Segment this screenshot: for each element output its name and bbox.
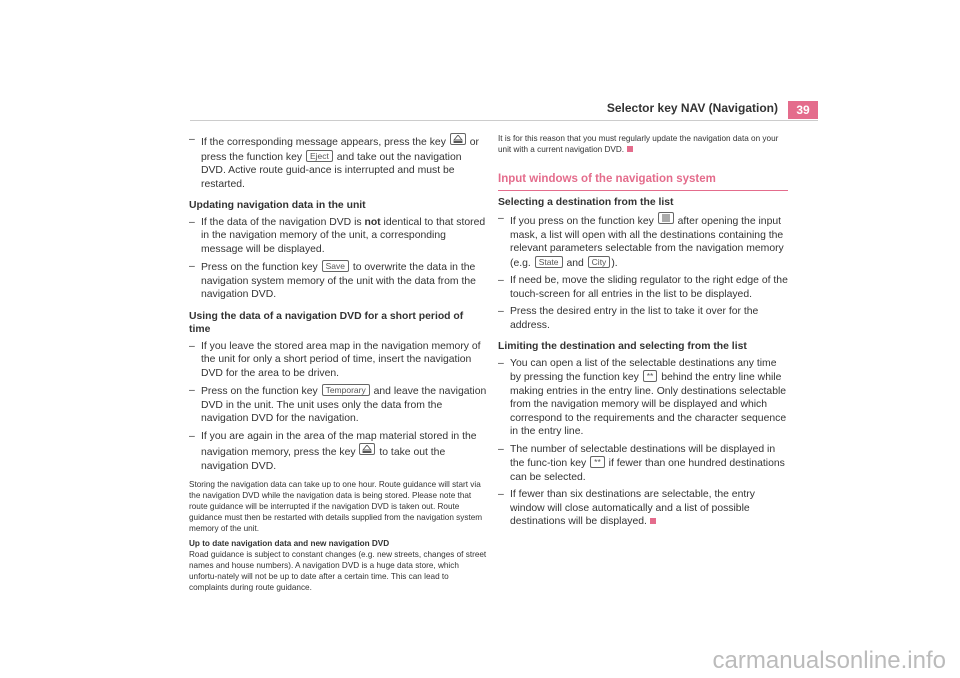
bullet-take-out: – If you are again in the area of the map material stored in the navigation memory, press the key to take out the navigation DVD. bbox=[189, 430, 487, 474]
note-heading: Up to date navigation data and new navigation DVD bbox=[189, 539, 390, 548]
bullet-not-identical: – If the data of the navigation DVD is not identical to that stored in the navigation memory of the unit, a corresponding message will be displayed. bbox=[189, 216, 487, 257]
page-header bbox=[0, 101, 818, 119]
section-title: Input windows of the navigation system bbox=[498, 173, 788, 191]
bullet-list-key: – If you press on the function key after opening the input mask, a list will open with all the destinations containing the relevant parameters selectable from the navigation memory (e.g. State and City ). bbox=[498, 212, 788, 270]
bullet-save: – Press on the function key Save to overwrite the data in the navigation system memory of the unit with the data from the navigation DVD. bbox=[189, 260, 487, 302]
eject-key-icon bbox=[359, 443, 375, 455]
bullet-open-list: – You can open a list of the selectable destinations any time by pressing the function key ** behind the entry line while making entries in the entry line. Only destinations selectable from the navigation memory will be displayed and which correspond to the requirements and the character sequence in the entry line. bbox=[498, 357, 788, 439]
heading-updating: Updating navigation data in the unit bbox=[189, 200, 366, 211]
right-column bbox=[498, 133, 788, 533]
bullet-short-time: – If you leave the stored area map in the navigation memory of the unit for only a short period of time, insert the navigation DVD for the area to be driven. bbox=[189, 340, 487, 381]
bullet-fewer-six: – If fewer than six destinations are selectable, the entry window will close automatically and a list of possible destinations will be displayed. bbox=[498, 488, 788, 529]
bullet-temporary: – Press on the function key Temporary and leave the navigation DVD in the unit. The unit uses only the data from the navigation DVD for the navigation. bbox=[189, 384, 487, 426]
end-mark-icon bbox=[627, 146, 633, 152]
heading-select-list: Selecting a destination from the list bbox=[498, 196, 674, 208]
eject-key: Eject bbox=[306, 150, 333, 162]
eject-key-icon bbox=[450, 133, 466, 145]
note-road-guidance: Road guidance is subject to constant changes (e.g. new streets, changes of street names and house numbers). A navigation DVD is a huge data store, which unfortu-nately will not be up to date after a certain time. This can lead to complaints during route guidance. bbox=[189, 550, 487, 592]
bullet-slider: – If need be, move the sliding regulator to the right edge of the touch-screen for all entries in the list to be displayed. bbox=[498, 274, 788, 301]
bullet-press-entry: – Press the desired entry in the list to take it over for the address. bbox=[498, 305, 788, 332]
asterisk-key: ** bbox=[643, 370, 658, 382]
header-rule bbox=[190, 120, 818, 121]
end-mark-icon bbox=[650, 518, 656, 524]
list-key-icon bbox=[658, 212, 674, 224]
city-key: City bbox=[588, 256, 611, 268]
heading-short-period: Using the data of a navigation DVD for a short period of time bbox=[189, 310, 464, 335]
asterisk-key: ** bbox=[590, 456, 605, 468]
note-storing: Storing the navigation data can take up to one hour. Route guidance will start via the navigation DVD while the navigation data is being stored. Please note that route guidance will be interrupted if the navigation DVD is taken out. Route guidance must then be restarted with details supplied from the navigation system memory of the unit. bbox=[189, 480, 483, 533]
left-column bbox=[189, 133, 487, 593]
temporary-key: Temporary bbox=[322, 384, 370, 396]
save-key: Save bbox=[322, 260, 349, 272]
bullet-number: – The number of selectable destinations will be displayed in the func-tion key ** if fewer than one hundred destinations can be selected. bbox=[498, 443, 788, 485]
page-number: 39 bbox=[788, 101, 818, 119]
watermark: carmanualsonline.info bbox=[712, 647, 946, 674]
heading-limiting: Limiting the destination and selecting from the list bbox=[498, 341, 747, 352]
state-key: State bbox=[535, 256, 563, 268]
bullet-eject: – If the corresponding message appears, press the key or press the function key Eject and take out the navigation DVD. Active route guid-ance is interrupted and must be restarted. bbox=[189, 133, 487, 191]
intro-text: It is for this reason that you must regularly update the navigation data on your unit with a current navigation DVD. bbox=[498, 134, 779, 154]
page-title: Selector key NAV (Navigation) bbox=[606, 101, 778, 115]
